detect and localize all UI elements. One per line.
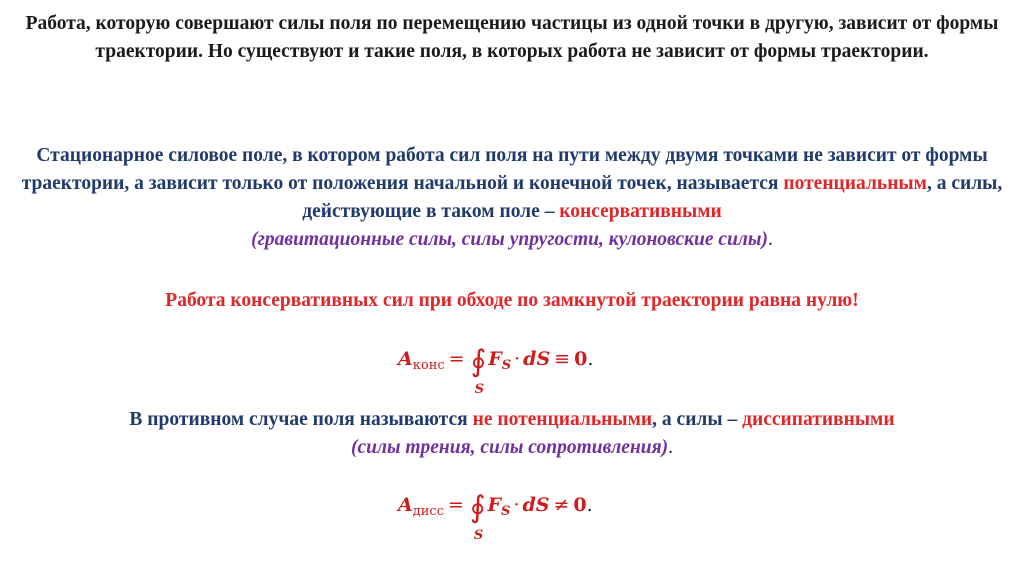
contour-integral-icon: ∮ S (470, 344, 487, 397)
identical-sign: ≡ (554, 348, 571, 370)
period: . (767, 229, 773, 250)
definition-text-2: , а силы, действующие в таком поле – (302, 173, 1003, 222)
not-equal-sign: ≠ (553, 494, 570, 516)
conservative-examples: (гравитационные силы, силы упругости, кулоновские силы) (251, 229, 768, 250)
potential-field-definition (0, 142, 1024, 254)
ds-symbol: dS (523, 348, 551, 370)
force-symbol: F (488, 348, 502, 370)
rhs-value: 0 (574, 348, 588, 370)
equals-sign-2: = (447, 494, 464, 516)
nonpotential-paragraph (0, 406, 1024, 462)
nonpotential-text: В противном случае поля называются (129, 409, 473, 430)
rhs-value-2: 0 (573, 494, 587, 516)
force-subscript: S (501, 358, 512, 373)
dissipative-examples: (силы трения, силы сопротивления) (350, 437, 669, 458)
term-nonpotential: не потенциальными (472, 409, 653, 430)
force-symbol-2: F (487, 494, 502, 516)
force-subscript-2: S (501, 504, 511, 519)
term-conservative: консервативными (559, 201, 722, 222)
definition-text: Стационарное силовое поле, в котором работа сил поля на пути между двумя точками не зависит от формы траектории, а зависит только от положения начальной и конечной точек, называется (21, 145, 988, 194)
contour-integral-icon-2: ∮ S (469, 490, 486, 543)
work-symbol-2: A (398, 494, 413, 516)
work-subscript-2: дисс (412, 504, 444, 519)
period-2: . (668, 437, 674, 458)
integral-lower-limit-2: S (473, 528, 484, 543)
dot-operator-2: · (513, 494, 520, 516)
equals-sign: = (448, 348, 465, 370)
term-potential: потенциальным (783, 173, 927, 194)
formula-period-2: . (586, 494, 593, 516)
dissipative-work-formula (398, 490, 593, 543)
work-symbol: A (398, 348, 413, 370)
work-subscript: конс (412, 358, 445, 373)
ds-symbol-2: dS (522, 494, 550, 516)
dot-operator: · (514, 348, 521, 370)
closed-path-statement: Работа консервативных сил при обходе по замкнутой траектории равна нулю! (165, 290, 859, 311)
integral-lower-limit: S (474, 382, 484, 397)
intro-paragraph: Работа, которую совершают силы поля по перемещению частицы из одной точки в другую, зависит от формы траектории. Но существуют и такие поля, в которых работа не зависит от формы траектории. (25, 13, 999, 62)
nonpotential-text-2: , а силы – (652, 409, 743, 430)
term-dissipative: диссипативными (742, 409, 895, 430)
conservative-work-formula (398, 344, 594, 397)
formula-period: . (587, 348, 594, 370)
